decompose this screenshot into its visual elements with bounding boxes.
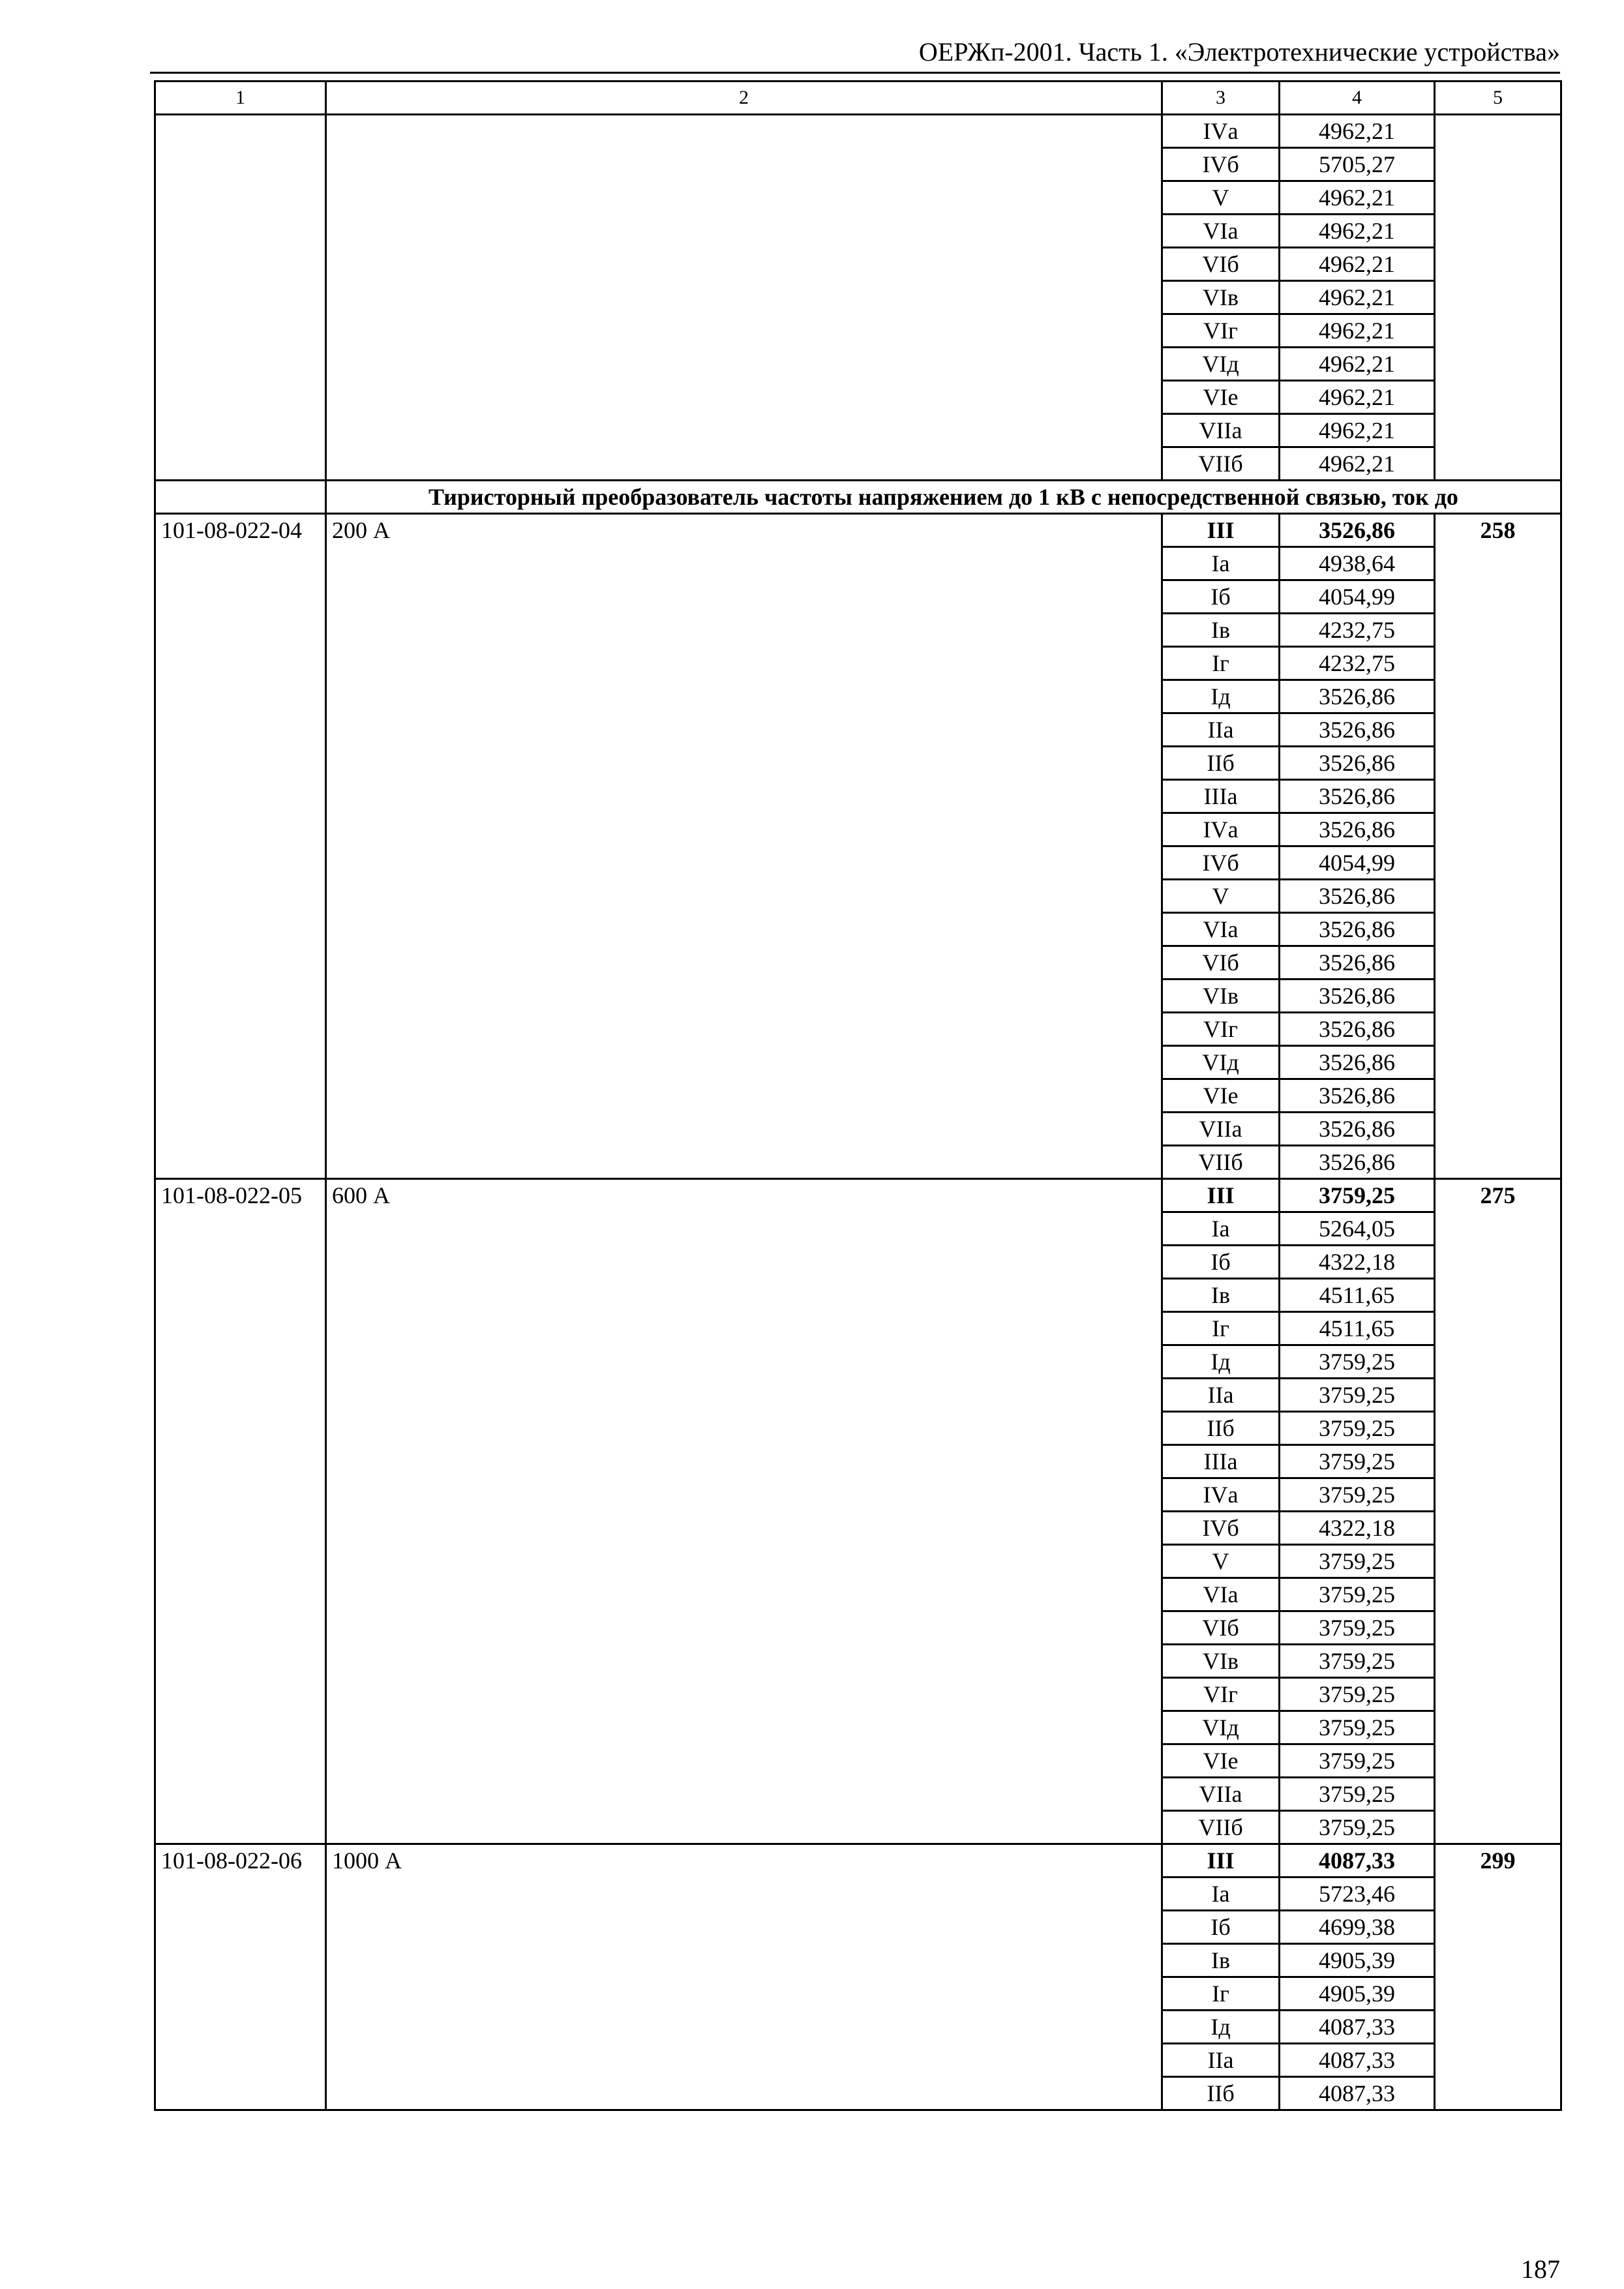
entry-code: 101-08-022-06 <box>155 1844 326 2110</box>
zone-cell: VIв <box>1162 980 1280 1013</box>
value-cell: 4962,21 <box>1280 348 1435 381</box>
entry-name: 600 А <box>326 1179 1162 1844</box>
value-cell: 3759,25 <box>1280 1545 1435 1578</box>
table-row <box>155 514 1561 547</box>
entry-code: 101-08-022-05 <box>155 1179 326 1844</box>
zone-cell: Iд <box>1162 680 1280 713</box>
zone-cell: III <box>1162 514 1280 547</box>
zone-cell: IVа <box>1162 1478 1280 1512</box>
value-cell: 4087,33 <box>1280 2077 1435 2110</box>
header-rule <box>150 72 1560 74</box>
wage-cell <box>1435 115 1561 481</box>
zone-cell: IIб <box>1162 2077 1280 2110</box>
zone-cell: Iб <box>1162 1911 1280 1944</box>
zone-cell: VIа <box>1162 913 1280 946</box>
value-cell: 3759,25 <box>1280 1811 1435 1844</box>
zone-cell: III <box>1162 1179 1280 1212</box>
value-cell: 3526,86 <box>1280 514 1435 547</box>
value-cell: 4054,99 <box>1280 846 1435 880</box>
value-cell: 3759,25 <box>1280 1578 1435 1611</box>
zone-cell: VIIа <box>1162 1778 1280 1811</box>
zone-cell: VIб <box>1162 946 1280 980</box>
zone-cell: VIв <box>1162 281 1280 314</box>
value-cell: 3759,25 <box>1280 1744 1435 1778</box>
zone-cell: IIа <box>1162 713 1280 747</box>
running-header: ОЕРЖп-2001. Часть 1. «Электротехнические устройства» <box>918 37 1560 67</box>
value-cell: 3526,86 <box>1280 1046 1435 1079</box>
name-cell <box>326 115 1162 481</box>
value-cell: 3759,25 <box>1280 1179 1435 1212</box>
zone-cell: IVб <box>1162 1512 1280 1545</box>
value-cell: 4087,33 <box>1280 2044 1435 2077</box>
zone-cell: Iб <box>1162 580 1280 614</box>
zone-cell: VIг <box>1162 314 1280 348</box>
zone-cell: VIIб <box>1162 447 1280 481</box>
zone-cell: VIIб <box>1162 1146 1280 1179</box>
value-cell: 4511,65 <box>1280 1312 1435 1345</box>
rates-table-body <box>155 82 1561 2110</box>
column-number-1: 1 <box>155 82 326 115</box>
zone-cell: Iа <box>1162 1212 1280 1246</box>
value-cell: 5264,05 <box>1280 1212 1435 1246</box>
value-cell: 3526,86 <box>1280 713 1435 747</box>
value-cell: 3759,25 <box>1280 1379 1435 1412</box>
page-number: 187 <box>1521 2254 1560 2284</box>
value-cell: 4087,33 <box>1280 2011 1435 2044</box>
value-cell: 3759,25 <box>1280 1711 1435 1744</box>
value-cell: 3759,25 <box>1280 1778 1435 1811</box>
zone-cell: IIа <box>1162 1379 1280 1412</box>
zone-cell: IVа <box>1162 115 1280 148</box>
zone-cell: VIIа <box>1162 414 1280 447</box>
value-cell: 3526,86 <box>1280 980 1435 1013</box>
column-number-4: 4 <box>1280 82 1435 115</box>
zone-cell: VIд <box>1162 1711 1280 1744</box>
value-cell: 3526,86 <box>1280 880 1435 913</box>
table-row <box>155 1179 1561 1212</box>
zone-cell: IIб <box>1162 1412 1280 1445</box>
value-cell: 4962,21 <box>1280 115 1435 148</box>
value-cell: 4054,99 <box>1280 580 1435 614</box>
zone-cell: IVб <box>1162 846 1280 880</box>
code-cell <box>155 481 326 514</box>
value-cell: 4087,33 <box>1280 1844 1435 1878</box>
column-number-5: 5 <box>1435 82 1561 115</box>
column-number-row <box>155 82 1561 115</box>
value-cell: 4905,39 <box>1280 1977 1435 2011</box>
value-cell: 3526,86 <box>1280 680 1435 713</box>
value-cell: 4962,21 <box>1280 281 1435 314</box>
zone-cell: VIг <box>1162 1013 1280 1046</box>
zone-cell: VIе <box>1162 1079 1280 1113</box>
entry-wage: 258 <box>1435 514 1561 1179</box>
entry-wage: 275 <box>1435 1179 1561 1844</box>
value-cell: 3759,25 <box>1280 1645 1435 1678</box>
value-cell: 4322,18 <box>1280 1246 1435 1279</box>
zone-cell: V <box>1162 880 1280 913</box>
zone-cell: VIд <box>1162 1046 1280 1079</box>
zone-cell: IIIа <box>1162 1445 1280 1478</box>
zone-cell: VIIб <box>1162 1811 1280 1844</box>
value-cell: 5705,27 <box>1280 148 1435 181</box>
table-row <box>155 115 1561 148</box>
entry-wage: 299 <box>1435 1844 1561 2110</box>
zone-cell: III <box>1162 1844 1280 1878</box>
zone-cell: VIб <box>1162 1611 1280 1645</box>
value-cell: 4511,65 <box>1280 1279 1435 1312</box>
zone-cell: Iа <box>1162 1878 1280 1911</box>
entry-name: 200 А <box>326 514 1162 1179</box>
column-number-2: 2 <box>326 82 1162 115</box>
zone-cell: VIIа <box>1162 1113 1280 1146</box>
zone-cell: IIIа <box>1162 780 1280 813</box>
value-cell: 4962,21 <box>1280 381 1435 414</box>
value-cell: 3526,86 <box>1280 946 1435 980</box>
value-cell: 4962,21 <box>1280 414 1435 447</box>
value-cell: 3526,86 <box>1280 1113 1435 1146</box>
value-cell: 3526,86 <box>1280 813 1435 846</box>
section-title-row <box>155 481 1561 514</box>
zone-cell: VIа <box>1162 215 1280 248</box>
zone-cell: Iв <box>1162 614 1280 647</box>
column-number-3: 3 <box>1162 82 1280 115</box>
zone-cell: Iв <box>1162 1279 1280 1312</box>
value-cell: 3526,86 <box>1280 747 1435 780</box>
zone-cell: VIе <box>1162 381 1280 414</box>
zone-cell: VIа <box>1162 1578 1280 1611</box>
zone-cell: VIе <box>1162 1744 1280 1778</box>
zone-cell: IVб <box>1162 148 1280 181</box>
zone-cell: IVа <box>1162 813 1280 846</box>
zone-cell: IIа <box>1162 2044 1280 2077</box>
zone-cell: IIб <box>1162 747 1280 780</box>
zone-cell: Iа <box>1162 547 1280 580</box>
value-cell: 3759,25 <box>1280 1611 1435 1645</box>
value-cell: 3759,25 <box>1280 1678 1435 1711</box>
zone-cell: Iг <box>1162 647 1280 680</box>
value-cell: 3759,25 <box>1280 1345 1435 1379</box>
value-cell: 4962,21 <box>1280 314 1435 348</box>
entry-code: 101-08-022-04 <box>155 514 326 1179</box>
zone-cell: VIг <box>1162 1678 1280 1711</box>
value-cell: 3526,86 <box>1280 780 1435 813</box>
zone-cell: VIд <box>1162 348 1280 381</box>
value-cell: 4699,38 <box>1280 1911 1435 1944</box>
value-cell: 3526,86 <box>1280 1146 1435 1179</box>
value-cell: 4232,75 <box>1280 647 1435 680</box>
zone-cell: Iб <box>1162 1246 1280 1279</box>
value-cell: 3759,25 <box>1280 1445 1435 1478</box>
value-cell: 3526,86 <box>1280 1079 1435 1113</box>
zone-cell: Iг <box>1162 1977 1280 2011</box>
zone-cell: Iг <box>1162 1312 1280 1345</box>
value-cell: 3526,86 <box>1280 913 1435 946</box>
value-cell: 3759,25 <box>1280 1412 1435 1445</box>
value-cell: 4962,21 <box>1280 215 1435 248</box>
zone-cell: VIб <box>1162 248 1280 281</box>
value-cell: 4322,18 <box>1280 1512 1435 1545</box>
value-cell: 4962,21 <box>1280 181 1435 215</box>
rates-table <box>154 80 1562 2111</box>
table-row <box>155 1844 1561 1878</box>
zone-cell: Iд <box>1162 2011 1280 2044</box>
entry-name: 1000 А <box>326 1844 1162 2110</box>
zone-cell: VIв <box>1162 1645 1280 1678</box>
value-cell: 4232,75 <box>1280 614 1435 647</box>
value-cell: 4962,21 <box>1280 447 1435 481</box>
zone-cell: V <box>1162 1545 1280 1578</box>
section-title: Тиристорный преобразователь частоты напряжением до 1 кВ с непосредственной связью, ток до <box>326 481 1561 514</box>
value-cell: 4905,39 <box>1280 1944 1435 1977</box>
value-cell: 3526,86 <box>1280 1013 1435 1046</box>
value-cell: 5723,46 <box>1280 1878 1435 1911</box>
value-cell: 4962,21 <box>1280 248 1435 281</box>
zone-cell: Iв <box>1162 1944 1280 1977</box>
value-cell: 3759,25 <box>1280 1478 1435 1512</box>
zone-cell: V <box>1162 181 1280 215</box>
zone-cell: Iд <box>1162 1345 1280 1379</box>
code-cell <box>155 115 326 481</box>
value-cell: 4938,64 <box>1280 547 1435 580</box>
